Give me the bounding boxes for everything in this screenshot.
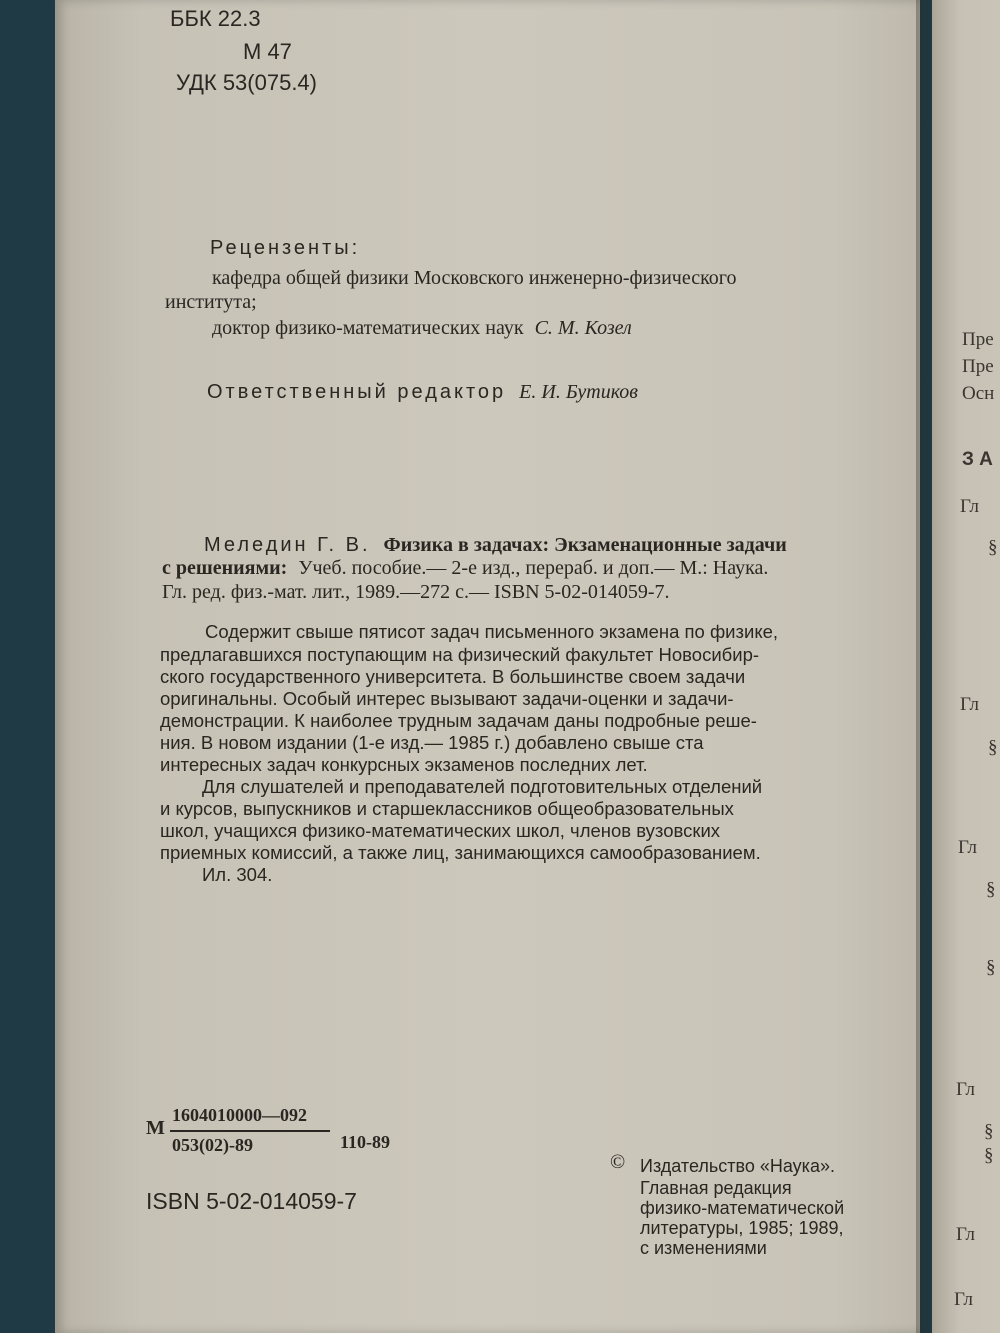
copyright-line-2: Главная редакция [640, 1178, 792, 1198]
bibliography-line-2 [162, 558, 768, 578]
right-fragment: Гл [956, 1224, 976, 1245]
edition-info: Учеб. пособие.— 2-е изд., перераб. и доп.— М.: Наука. [298, 557, 769, 579]
annotation-line: интересных задач конкурсных экзаменов последних лет. [160, 754, 648, 775]
bibliography-line-3: Гл. ред. физ.-мат. лит., 1989.—272 с.— ISBN 5-02-014059-7. [162, 581, 670, 603]
copyright-symbol: © [610, 1151, 626, 1173]
imprint-denominator: 053(02)-89 [172, 1135, 253, 1155]
bibliography-line-1 [204, 535, 787, 555]
reviewer-name: С. М. Козел [534, 317, 632, 339]
editor-name: Е. И. Бутиков [519, 381, 638, 403]
right-fragment: Гл [958, 837, 978, 858]
annotation-line: Для слушателей и преподавателей подготовительных отделений [202, 776, 763, 797]
right-fragment: § [986, 879, 996, 900]
imprint-fraction-bar [170, 1130, 330, 1132]
annotation-line: ского государственного университета. В большинстве своем задачи [160, 666, 746, 687]
copyright-line-1: Издательство «Наука». [640, 1156, 835, 1176]
book-subtitle-end: с решениями: [162, 557, 288, 579]
annotation-line: демонстрации. К наиболее трудным задачам даны подробные реше- [160, 710, 757, 731]
annotation-line: предлагавшихся поступающим на физический факультет Новосибир- [160, 644, 760, 665]
author-mark: М 47 [243, 39, 292, 64]
copyright-line-5: с изменениями [640, 1238, 767, 1258]
right-fragment: § [988, 737, 998, 758]
annotation-line: школ, учащихся физико-математических школ, членов вузовских [160, 820, 721, 841]
right-fragment: § [988, 537, 998, 558]
copyright-line-4: литературы, 1985; 1989, [640, 1218, 844, 1238]
right-fragment: § [984, 1121, 994, 1142]
imprint-numerator: 1604010000—092 [172, 1105, 307, 1125]
annotation-line: ния. В новом издании (1-е изд.— 1985 г.) добавлено свыше ста [160, 732, 704, 753]
reviewers-line-2: института; [165, 291, 257, 313]
right-fragment: Пре [962, 356, 994, 377]
annotation-line: Ил. 304. [202, 864, 273, 885]
bbk-code: ББК 22.3 [170, 6, 261, 31]
editor-line [207, 382, 638, 402]
right-fragment: § [984, 1145, 994, 1166]
right-fragment: З А [962, 449, 993, 470]
right-fragment: Гл [960, 496, 980, 517]
right-fragment: Гл [954, 1289, 974, 1310]
copyright-line-3: физико-математической [640, 1198, 845, 1218]
annotation-line: оригинальны. Особый интерес вызывают задачи-оценки и задачи- [160, 688, 734, 709]
right-fragment: Гл [956, 1079, 976, 1100]
reviewers-heading: Рецензенты: [210, 237, 361, 259]
book-title: Физика в задачах: Экзаменационные задачи [383, 534, 787, 556]
right-fragment: Осн [962, 383, 995, 404]
right-fragment: § [986, 957, 996, 978]
book-author: Меледин Г. В. [204, 534, 371, 556]
imprint-prefix: М [146, 1117, 165, 1139]
annotation-line: Содержит свыше пятисот задач письменного экзамена по физике, [205, 621, 779, 642]
isbn: ISBN 5-02-014059-7 [146, 1188, 357, 1214]
reviewer-degree: доктор физико-математических наук [212, 317, 524, 339]
udk-code: УДК 53(075.4) [176, 70, 317, 95]
right-fragment: Гл [960, 694, 980, 715]
annotation-line: и курсов, выпускников и старшеклассников общеобразовательных [160, 798, 734, 819]
reviewers-line-3 [212, 318, 632, 338]
annotation-line: приемных комиссий, а также лиц, занимающихся самообразованием. [160, 842, 761, 863]
imprint-suffix: 110-89 [340, 1132, 391, 1152]
editor-label: Ответственный редактор [207, 381, 507, 403]
reviewers-line-1: кафедра общей физики Московского инженерно-физического [212, 267, 737, 289]
right-fragment: Пре [962, 329, 994, 350]
